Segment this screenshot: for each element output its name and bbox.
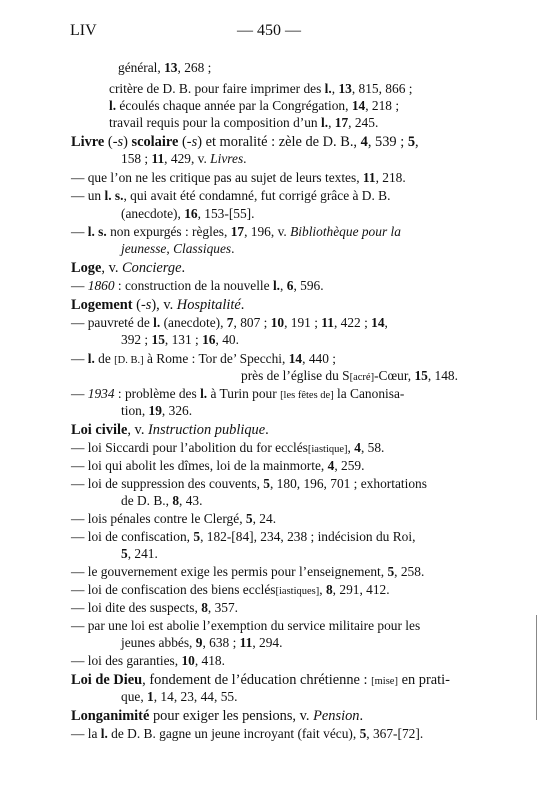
text-run: [acré] bbox=[349, 372, 375, 383]
text-run: en prati- bbox=[397, 672, 450, 688]
text-run: Pension bbox=[313, 708, 360, 724]
index-line bbox=[71, 458, 364, 474]
text-run: ) et moralité : zèle de D. B., bbox=[197, 134, 361, 150]
text-run: . bbox=[231, 241, 235, 256]
text-run: 13 bbox=[338, 81, 352, 96]
text-run: — par une loi est abolie l’exemption du service militaire pour les bbox=[71, 618, 421, 633]
text-run: près de l’église du S bbox=[241, 368, 350, 383]
text-run: l. bbox=[272, 278, 281, 293]
text-run: : construction de la nouvelle bbox=[114, 278, 273, 293]
text-run: l. bbox=[100, 726, 108, 741]
text-run: -s bbox=[140, 297, 152, 313]
text-run: , 43. bbox=[179, 493, 203, 508]
text-run: , 191 ; bbox=[284, 315, 322, 330]
text-run: , v. bbox=[101, 260, 123, 276]
text-run: 392 ; bbox=[121, 332, 152, 347]
page-edge-line bbox=[536, 615, 537, 720]
text-run: 5 bbox=[359, 726, 367, 741]
text-run: non expurgés : règles, bbox=[106, 224, 231, 239]
text-run: Loi de Dieu bbox=[71, 672, 143, 688]
text-run: l. s. bbox=[104, 188, 124, 203]
text-run: — loi de confiscation des biens ecclés bbox=[71, 582, 276, 597]
text-run: : problème des bbox=[114, 386, 201, 401]
text-run: Classiques bbox=[173, 241, 232, 256]
text-run: , bbox=[280, 278, 287, 293]
text-run: que, bbox=[121, 689, 148, 704]
text-run: , bbox=[331, 81, 339, 96]
text-run: , qui avait été condamné, fut corrigé grâce à D. B. bbox=[123, 188, 391, 203]
text-run: , 196, v. bbox=[244, 224, 291, 239]
text-run: — bbox=[71, 224, 88, 239]
text-run: — loi de confiscation, bbox=[71, 529, 194, 544]
text-run: 4 bbox=[327, 458, 335, 473]
text-run: 17 bbox=[334, 115, 349, 130]
index-line bbox=[71, 476, 427, 492]
text-run: , 294. bbox=[252, 635, 283, 650]
text-run: [iastiques] bbox=[275, 586, 320, 597]
text-run: l. bbox=[200, 386, 208, 401]
text-run: [D. B.] bbox=[114, 355, 144, 366]
text-run: , bbox=[328, 115, 335, 130]
text-run: -s bbox=[186, 134, 198, 150]
text-run: , 24. bbox=[252, 511, 277, 526]
text-run: , 258. bbox=[394, 564, 425, 579]
text-run: général, bbox=[118, 60, 165, 75]
text-run: l. bbox=[87, 351, 95, 366]
index-line bbox=[71, 315, 388, 331]
index-line bbox=[121, 332, 239, 348]
text-run: 5 bbox=[387, 564, 395, 579]
text-run: , bbox=[319, 582, 326, 597]
text-run: . bbox=[240, 297, 245, 313]
index-heading-line bbox=[71, 297, 244, 313]
index-line bbox=[71, 386, 404, 404]
text-run: — loi Siccardi pour l’abolition du for ecclés bbox=[71, 440, 308, 455]
text-run: — pauvreté de bbox=[71, 315, 154, 330]
text-run: 158 ; bbox=[121, 151, 152, 166]
text-run: — loi de suppression des couvents, bbox=[71, 476, 264, 491]
text-run: 19 bbox=[148, 403, 162, 418]
text-run: 9 bbox=[195, 635, 203, 650]
text-run: — bbox=[71, 386, 88, 401]
text-run: 11 bbox=[151, 151, 165, 166]
index-line bbox=[71, 224, 401, 240]
text-run: , 259. bbox=[334, 458, 365, 473]
text-run: la Canonisa- bbox=[333, 386, 405, 401]
text-run: 6 bbox=[286, 278, 294, 293]
text-run: , 422 ; bbox=[333, 315, 372, 330]
text-run: 5 bbox=[245, 511, 253, 526]
index-line bbox=[118, 60, 211, 76]
text-run: jeunesse bbox=[121, 241, 167, 256]
text-run: , v. bbox=[127, 422, 149, 438]
text-run: — la bbox=[71, 726, 101, 741]
index-line bbox=[121, 403, 192, 419]
index-line bbox=[71, 351, 336, 369]
text-run: l. bbox=[324, 81, 332, 96]
index-line bbox=[71, 511, 276, 527]
text-run: . bbox=[359, 708, 364, 724]
text-run: 1 bbox=[147, 689, 154, 704]
text-run: pour exiger les pensions, v. bbox=[149, 708, 314, 724]
text-run: 14 bbox=[288, 351, 303, 366]
text-run: , 596. bbox=[293, 278, 324, 293]
section-label: LIV bbox=[70, 22, 97, 39]
text-run: 10 bbox=[181, 653, 195, 668]
text-run: 5 bbox=[263, 476, 270, 491]
index-line bbox=[121, 689, 237, 705]
index-heading-line bbox=[71, 134, 419, 150]
text-run: — loi des garanties, bbox=[71, 653, 182, 668]
index-line bbox=[71, 440, 384, 458]
index-heading-line bbox=[71, 260, 185, 276]
text-run: — loi dite des suspects, bbox=[71, 600, 202, 615]
index-line bbox=[71, 170, 406, 186]
text-run: , 40. bbox=[215, 332, 239, 347]
text-run: Livres bbox=[210, 151, 244, 166]
index-heading-line bbox=[71, 708, 363, 724]
index-line bbox=[71, 582, 390, 600]
text-run: , bbox=[415, 134, 419, 150]
index-line bbox=[121, 206, 255, 222]
index-line bbox=[71, 726, 423, 742]
text-run: 13 bbox=[164, 60, 178, 75]
text-run: (anecdote), bbox=[160, 315, 227, 330]
text-run: 16 bbox=[202, 332, 216, 347]
text-run: — bbox=[71, 351, 88, 366]
index-line bbox=[121, 241, 234, 257]
text-run: 16 bbox=[184, 206, 198, 221]
index-line bbox=[71, 278, 324, 294]
text-run: , 815, 866 ; bbox=[351, 81, 413, 96]
text-run: , 180, 196, 701 ; exhortations bbox=[269, 476, 427, 491]
text-run: Bibliothèque pour la bbox=[290, 224, 401, 239]
text-run: de D. B., bbox=[121, 493, 173, 508]
text-run: 1934 bbox=[87, 386, 115, 401]
text-run: 8 bbox=[325, 582, 333, 597]
text-run: scolaire bbox=[131, 134, 179, 150]
text-run: critère de D. B. pour faire imprimer des bbox=[109, 81, 325, 96]
text-run: — bbox=[71, 278, 88, 293]
index-line bbox=[121, 493, 202, 509]
text-run: jeunes abbés, bbox=[121, 635, 196, 650]
index-line bbox=[241, 368, 458, 386]
text-run: Instruction publique bbox=[148, 422, 266, 438]
text-run: , 182-[84], 234, 238 ; indécision du Roi, bbox=[200, 529, 416, 544]
text-run: 14 bbox=[351, 98, 366, 113]
text-run: 14 bbox=[371, 315, 385, 330]
index-line bbox=[71, 529, 415, 545]
text-run: , 131 ; bbox=[164, 332, 203, 347]
text-run: ( bbox=[178, 134, 187, 150]
text-run: , 440 ; bbox=[302, 351, 336, 366]
text-run: [iastique] bbox=[307, 444, 348, 455]
page-number: — 450 — bbox=[237, 22, 301, 39]
text-run: , 245. bbox=[348, 115, 379, 130]
text-run: — que l’on ne les critique pas au sujet de leurs textes, bbox=[71, 170, 363, 185]
text-run: , 418. bbox=[194, 653, 225, 668]
text-run: 11 bbox=[239, 635, 253, 650]
text-run: , 218 ; bbox=[365, 98, 400, 113]
text-run: , 357. bbox=[207, 600, 239, 615]
index-heading-line bbox=[71, 672, 450, 690]
text-run: l. s. bbox=[87, 224, 107, 239]
text-run: — loi qui abolit les dîmes, loi de la mainmorte, bbox=[71, 458, 328, 473]
text-run: l. bbox=[153, 315, 161, 330]
text-run: , 268 ; bbox=[177, 60, 212, 75]
index-line bbox=[71, 564, 424, 580]
text-run: — un bbox=[71, 188, 105, 203]
text-run: , 241. bbox=[127, 546, 158, 561]
text-run: 8 bbox=[172, 493, 180, 508]
text-run: Concierge bbox=[122, 260, 182, 276]
text-run: Loge bbox=[71, 260, 102, 276]
text-run: 4 bbox=[360, 134, 368, 150]
text-run: 10 bbox=[270, 315, 285, 330]
index-line bbox=[71, 653, 225, 669]
text-run: . bbox=[265, 422, 269, 438]
text-run: 7 bbox=[226, 315, 234, 330]
text-run: , 539 ; bbox=[367, 134, 408, 150]
text-run: , 429, v. bbox=[164, 151, 211, 166]
text-run: , fondement de l’éducation chrétienne : bbox=[142, 672, 372, 688]
text-run: 15 bbox=[151, 332, 165, 347]
text-run: , 14, 23, 44, 55. bbox=[153, 689, 238, 704]
text-run: , bbox=[347, 440, 355, 455]
index-line bbox=[121, 635, 282, 651]
text-run: , bbox=[166, 241, 174, 256]
text-run: 5 bbox=[121, 546, 128, 561]
text-run: l. bbox=[109, 98, 117, 113]
text-run: 5 bbox=[407, 134, 416, 150]
text-run: 8 bbox=[201, 600, 208, 615]
text-run: -s bbox=[112, 134, 124, 150]
text-run: -Cœur, bbox=[374, 368, 415, 383]
text-run: 4 bbox=[354, 440, 361, 455]
text-run: , bbox=[384, 315, 388, 330]
index-line bbox=[71, 188, 390, 204]
text-run: — le gouvernement exige les permis pour l’enseignement, bbox=[71, 564, 388, 579]
text-run: l. bbox=[320, 115, 329, 130]
index-line bbox=[109, 81, 412, 97]
text-run: — lois pénales contre le Clergé, bbox=[71, 511, 246, 526]
text-run: de bbox=[94, 351, 115, 366]
text-run: , 638 ; bbox=[202, 635, 240, 650]
text-run: ( bbox=[132, 297, 141, 313]
text-run: 11 bbox=[321, 315, 334, 330]
text-run: écoulés chaque année par la Congrégation, bbox=[116, 98, 352, 113]
text-run: à Rome : Tor de’ Specchi, bbox=[143, 351, 289, 366]
text-run: à Turin pour bbox=[207, 386, 281, 401]
text-run: Logement bbox=[71, 297, 133, 313]
text-run: , 148. bbox=[427, 368, 458, 383]
text-run: 17 bbox=[230, 224, 245, 239]
text-run: , 153-[55]. bbox=[197, 206, 255, 221]
text-run: ) bbox=[123, 134, 132, 150]
text-run: [les fêtes de] bbox=[280, 390, 334, 401]
text-run: Longanimité bbox=[71, 708, 150, 724]
index-line bbox=[121, 546, 158, 562]
text-run: Hospitalité bbox=[176, 297, 241, 313]
text-run: , 291, 412. bbox=[332, 582, 390, 597]
text-run: tion, bbox=[121, 403, 149, 418]
text-run: , 326. bbox=[161, 403, 193, 418]
text-run: , 807 ; bbox=[233, 315, 271, 330]
text-run: , 58. bbox=[360, 440, 385, 455]
text-run: . bbox=[243, 151, 247, 166]
index-line bbox=[71, 618, 420, 634]
index-line bbox=[109, 115, 378, 131]
text-run: 11 bbox=[362, 170, 376, 185]
text-run: [mise] bbox=[371, 676, 398, 687]
text-run: 15 bbox=[414, 368, 428, 383]
text-run: , 367-[72]. bbox=[366, 726, 424, 741]
text-run: , 218. bbox=[375, 170, 406, 185]
index-line bbox=[71, 600, 238, 616]
index-line bbox=[109, 98, 399, 114]
text-run: ), v. bbox=[151, 297, 177, 313]
text-run: (anecdote), bbox=[121, 206, 185, 221]
text-run: 1860 bbox=[87, 278, 115, 293]
text-run: . bbox=[181, 260, 186, 276]
text-run: ( bbox=[104, 134, 113, 150]
text-run: travail requis pour la composition d’un bbox=[109, 115, 321, 130]
text-run: de D. B. gagne un jeune incroyant (fait vécu), bbox=[107, 726, 360, 741]
text-run: Loi civile bbox=[71, 422, 128, 438]
index-heading-line bbox=[71, 422, 269, 438]
text-run: Livre bbox=[71, 134, 105, 150]
text-run: 5 bbox=[193, 529, 201, 544]
index-line bbox=[121, 151, 247, 167]
